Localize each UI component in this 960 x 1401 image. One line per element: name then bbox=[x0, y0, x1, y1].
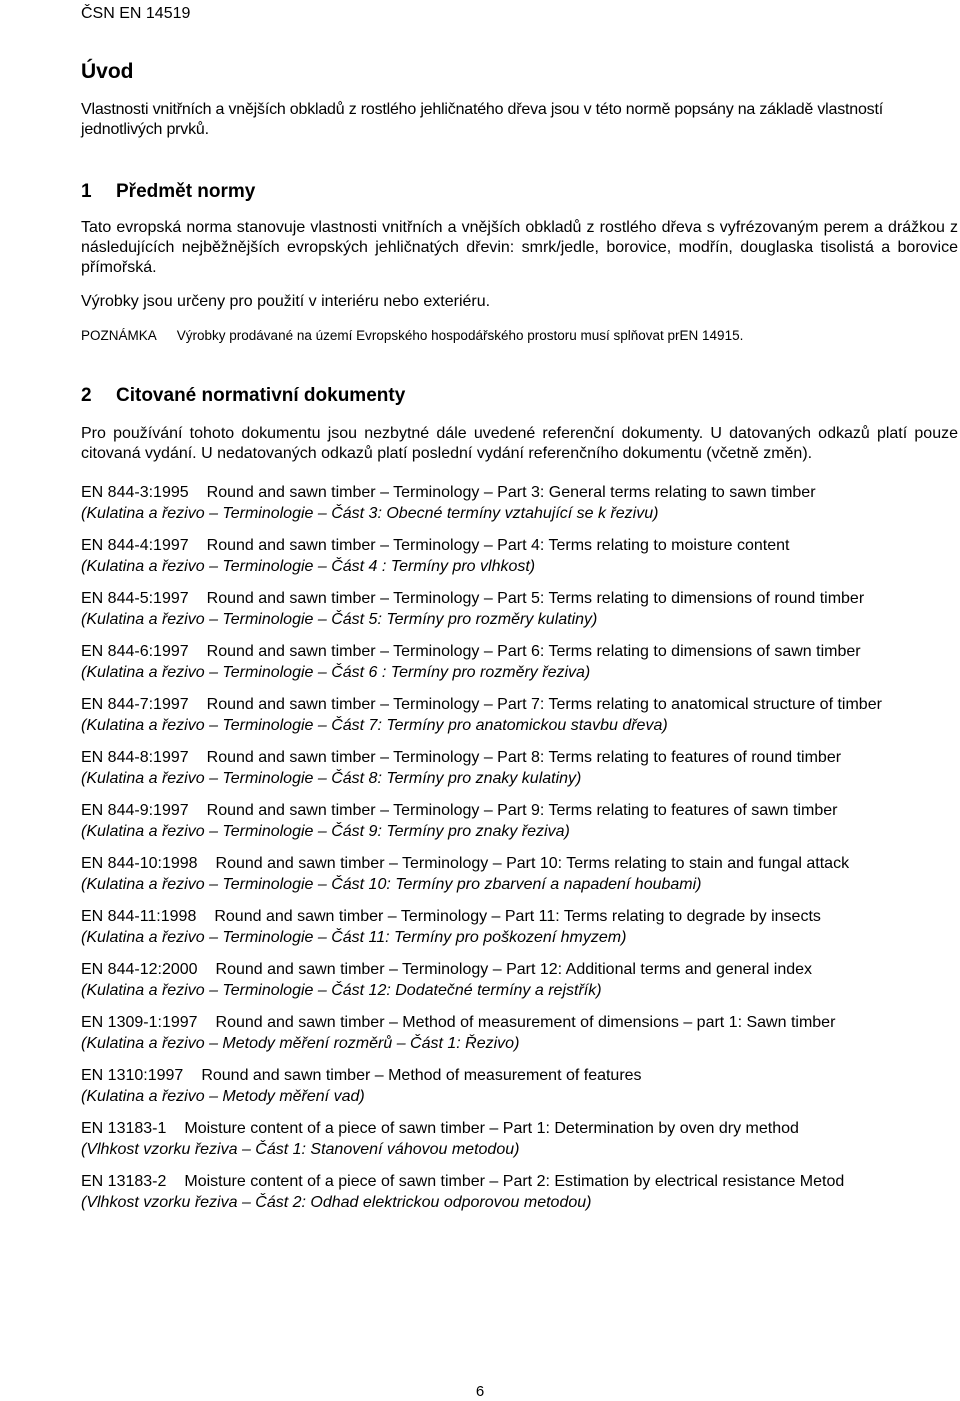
reference-item bbox=[81, 1118, 958, 1160]
reference-czech-title: (Kulatina a řezivo – Terminologie – Část 10: Termíny pro zbarvení a napadení houbami) bbox=[81, 876, 702, 893]
reference-czech-title: (Kulatina a řezivo – Terminologie – Část 6 : Termíny pro rozměry řeziva) bbox=[81, 664, 591, 681]
reference-czech-title: (Kulatina a řezivo – Terminologie – Část 12: Dodatečné termíny a rejstřík) bbox=[81, 982, 602, 999]
reference-code: EN 13183-1 bbox=[81, 1120, 167, 1137]
reference-czech-title: (Kulatina a řezivo – Metody měření vad) bbox=[81, 1088, 365, 1105]
reference-item bbox=[81, 959, 958, 1001]
reference-item bbox=[81, 1012, 958, 1054]
section-2-number: 2 bbox=[81, 385, 92, 406]
note-text: Výrobky prodávané na území Evropského hospodářského prostoru musí splňovat prEN 14915. bbox=[176, 328, 744, 343]
reference-item bbox=[81, 800, 958, 842]
reference-czech-title: (Kulatina a řezivo – Terminologie – Část 11: Termíny pro poškození hmyzem) bbox=[81, 929, 627, 946]
reference-title: Round and sawn timber – Method of measurement of features bbox=[201, 1067, 642, 1084]
reference-code: EN 844-9:1997 bbox=[81, 802, 189, 819]
section-1-heading bbox=[81, 179, 958, 205]
reference-item bbox=[81, 588, 958, 630]
reference-czech-title: (Kulatina a řezivo – Terminologie – Část 5: Termíny pro rozměry kulatiny) bbox=[81, 611, 598, 628]
reference-czech-title: (Vlhkost vzorku řeziva – Část 1: Stanovení váhovou metodou) bbox=[81, 1141, 520, 1158]
reference-czech-title: (Vlhkost vzorku řeziva – Část 2: Odhad elektrickou odporovou metodou) bbox=[81, 1194, 592, 1211]
reference-item bbox=[81, 1171, 958, 1213]
reference-czech-title: (Kulatina a řezivo – Terminologie – Část 3: Obecné termíny vztahující se k řezivu) bbox=[81, 505, 659, 522]
reference-code: EN 844-7:1997 bbox=[81, 696, 189, 713]
note-label: POZNÁMKA bbox=[81, 328, 157, 343]
reference-title: Round and sawn timber – Terminology – Part 9: Terms relating to features of sawn timber bbox=[206, 802, 838, 819]
reference-title: Round and sawn timber – Terminology – Part 12: Additional terms and general index bbox=[215, 961, 813, 978]
reference-czech-title: (Kulatina a řezivo – Terminologie – Část 9: Termíny pro znaky řeziva) bbox=[81, 823, 570, 840]
reference-code: EN 844-10:1998 bbox=[81, 855, 198, 872]
reference-title: Round and sawn timber – Terminology – Part 6: Terms relating to dimensions of sawn timber bbox=[206, 643, 861, 660]
reference-list bbox=[81, 482, 958, 1213]
reference-title: Moisture content of a piece of sawn timber – Part 2: Estimation by electrical resistance Metod bbox=[184, 1173, 845, 1190]
section-1-number: 1 bbox=[81, 181, 92, 202]
reference-title: Moisture content of a piece of sawn timber – Part 1: Determination by oven dry method bbox=[184, 1120, 799, 1137]
usage-paragraph: Výrobky jsou určeny pro použití v interiéru nebo exteriéru. bbox=[81, 293, 491, 310]
section-2-heading bbox=[81, 383, 958, 409]
note bbox=[81, 327, 958, 345]
reference-title: Round and sawn timber – Terminology – Part 5: Terms relating to dimensions of round timber bbox=[206, 590, 865, 607]
reference-item bbox=[81, 1065, 958, 1107]
reference-code: EN 1309-1:1997 bbox=[81, 1014, 198, 1031]
reference-code: EN 1310:1997 bbox=[81, 1067, 184, 1084]
reference-title: Round and sawn timber – Terminology – Part 10: Terms relating to stain and fungal attack bbox=[215, 855, 850, 872]
running-header: ČSN EN 14519 bbox=[81, 5, 191, 22]
reference-czech-title: (Kulatina a řezivo – Terminologie – Část 4 : Termíny pro vlhkost) bbox=[81, 558, 536, 575]
reference-item bbox=[81, 906, 958, 948]
reference-czech-title: (Kulatina a řezivo – Metody měření rozměrů – Část 1: Řezivo) bbox=[81, 1035, 520, 1052]
reference-code: EN 844-12:2000 bbox=[81, 961, 198, 978]
reference-czech-title: (Kulatina a řezivo – Terminologie – Část 8: Termíny pro znaky kulatiny) bbox=[81, 770, 582, 787]
reference-item bbox=[81, 694, 958, 736]
reference-item bbox=[81, 641, 958, 683]
reference-code: EN 13183-2 bbox=[81, 1173, 167, 1190]
reference-item bbox=[81, 747, 958, 789]
reference-item bbox=[81, 482, 958, 524]
reference-title: Round and sawn timber – Terminology – Part 3: General terms relating to sawn timber bbox=[206, 484, 816, 501]
reference-title: Round and sawn timber – Terminology – Part 7: Terms relating to anatomical structure of timber bbox=[206, 696, 882, 713]
reference-code: EN 844-11:1998 bbox=[81, 908, 197, 925]
scope-paragraph: Tato evropská norma stanovuje vlastnosti vnitřních a vnějších obkladů z rostlého dřeva s vyfrézovaným perem a drážkou z následujících nejběžnějších evropských jehličnatých dřevin: smrk/jedle, borovice, modřín, douglaska tisolistá a borovice přímořská. bbox=[81, 219, 958, 276]
reference-title: Round and sawn timber – Terminology – Part 4: Terms relating to moisture content bbox=[206, 537, 790, 554]
reference-code: EN 844-4:1997 bbox=[81, 537, 189, 554]
intro-paragraph: Vlastnosti vnitřních a vnějších obkladů z rostlého jehličnatého dřeva jsou v této normě popsány na základě vlastností jednotlivých prvků. bbox=[81, 101, 883, 138]
reference-title: Round and sawn timber – Method of measurement of dimensions – part 1: Sawn timber bbox=[215, 1014, 836, 1031]
reference-code: EN 844-3:1995 bbox=[81, 484, 189, 501]
reference-item bbox=[81, 535, 958, 577]
reference-czech-title: (Kulatina a řezivo – Terminologie – Část 7: Termíny pro anatomickou stavbu dřeva) bbox=[81, 717, 668, 734]
section-1-title: Předmět normy bbox=[116, 181, 256, 202]
intro-heading: Úvod bbox=[81, 60, 134, 83]
reference-item bbox=[81, 853, 958, 895]
reference-code: EN 844-5:1997 bbox=[81, 590, 189, 607]
page-content bbox=[81, 58, 958, 1224]
reference-code: EN 844-8:1997 bbox=[81, 749, 189, 766]
reference-code: EN 844-6:1997 bbox=[81, 643, 189, 660]
reference-title: Round and sawn timber – Terminology – Part 11: Terms relating to degrade by insects bbox=[214, 908, 821, 925]
section-2-title: Citované normativní dokumenty bbox=[116, 385, 406, 406]
reference-title: Round and sawn timber – Terminology – Part 8: Terms relating to features of round timber bbox=[206, 749, 842, 766]
page-number: 6 bbox=[475, 1383, 485, 1400]
references-intro-paragraph: Pro používání tohoto dokumentu jsou nezbytné dále uvedené referenční dokumenty. U datovaných odkazů platí pouze citovaná vydání. U nedatovaných odkazů platí poslední vydání referenčního dokumentu (včetně změn). bbox=[81, 425, 958, 462]
